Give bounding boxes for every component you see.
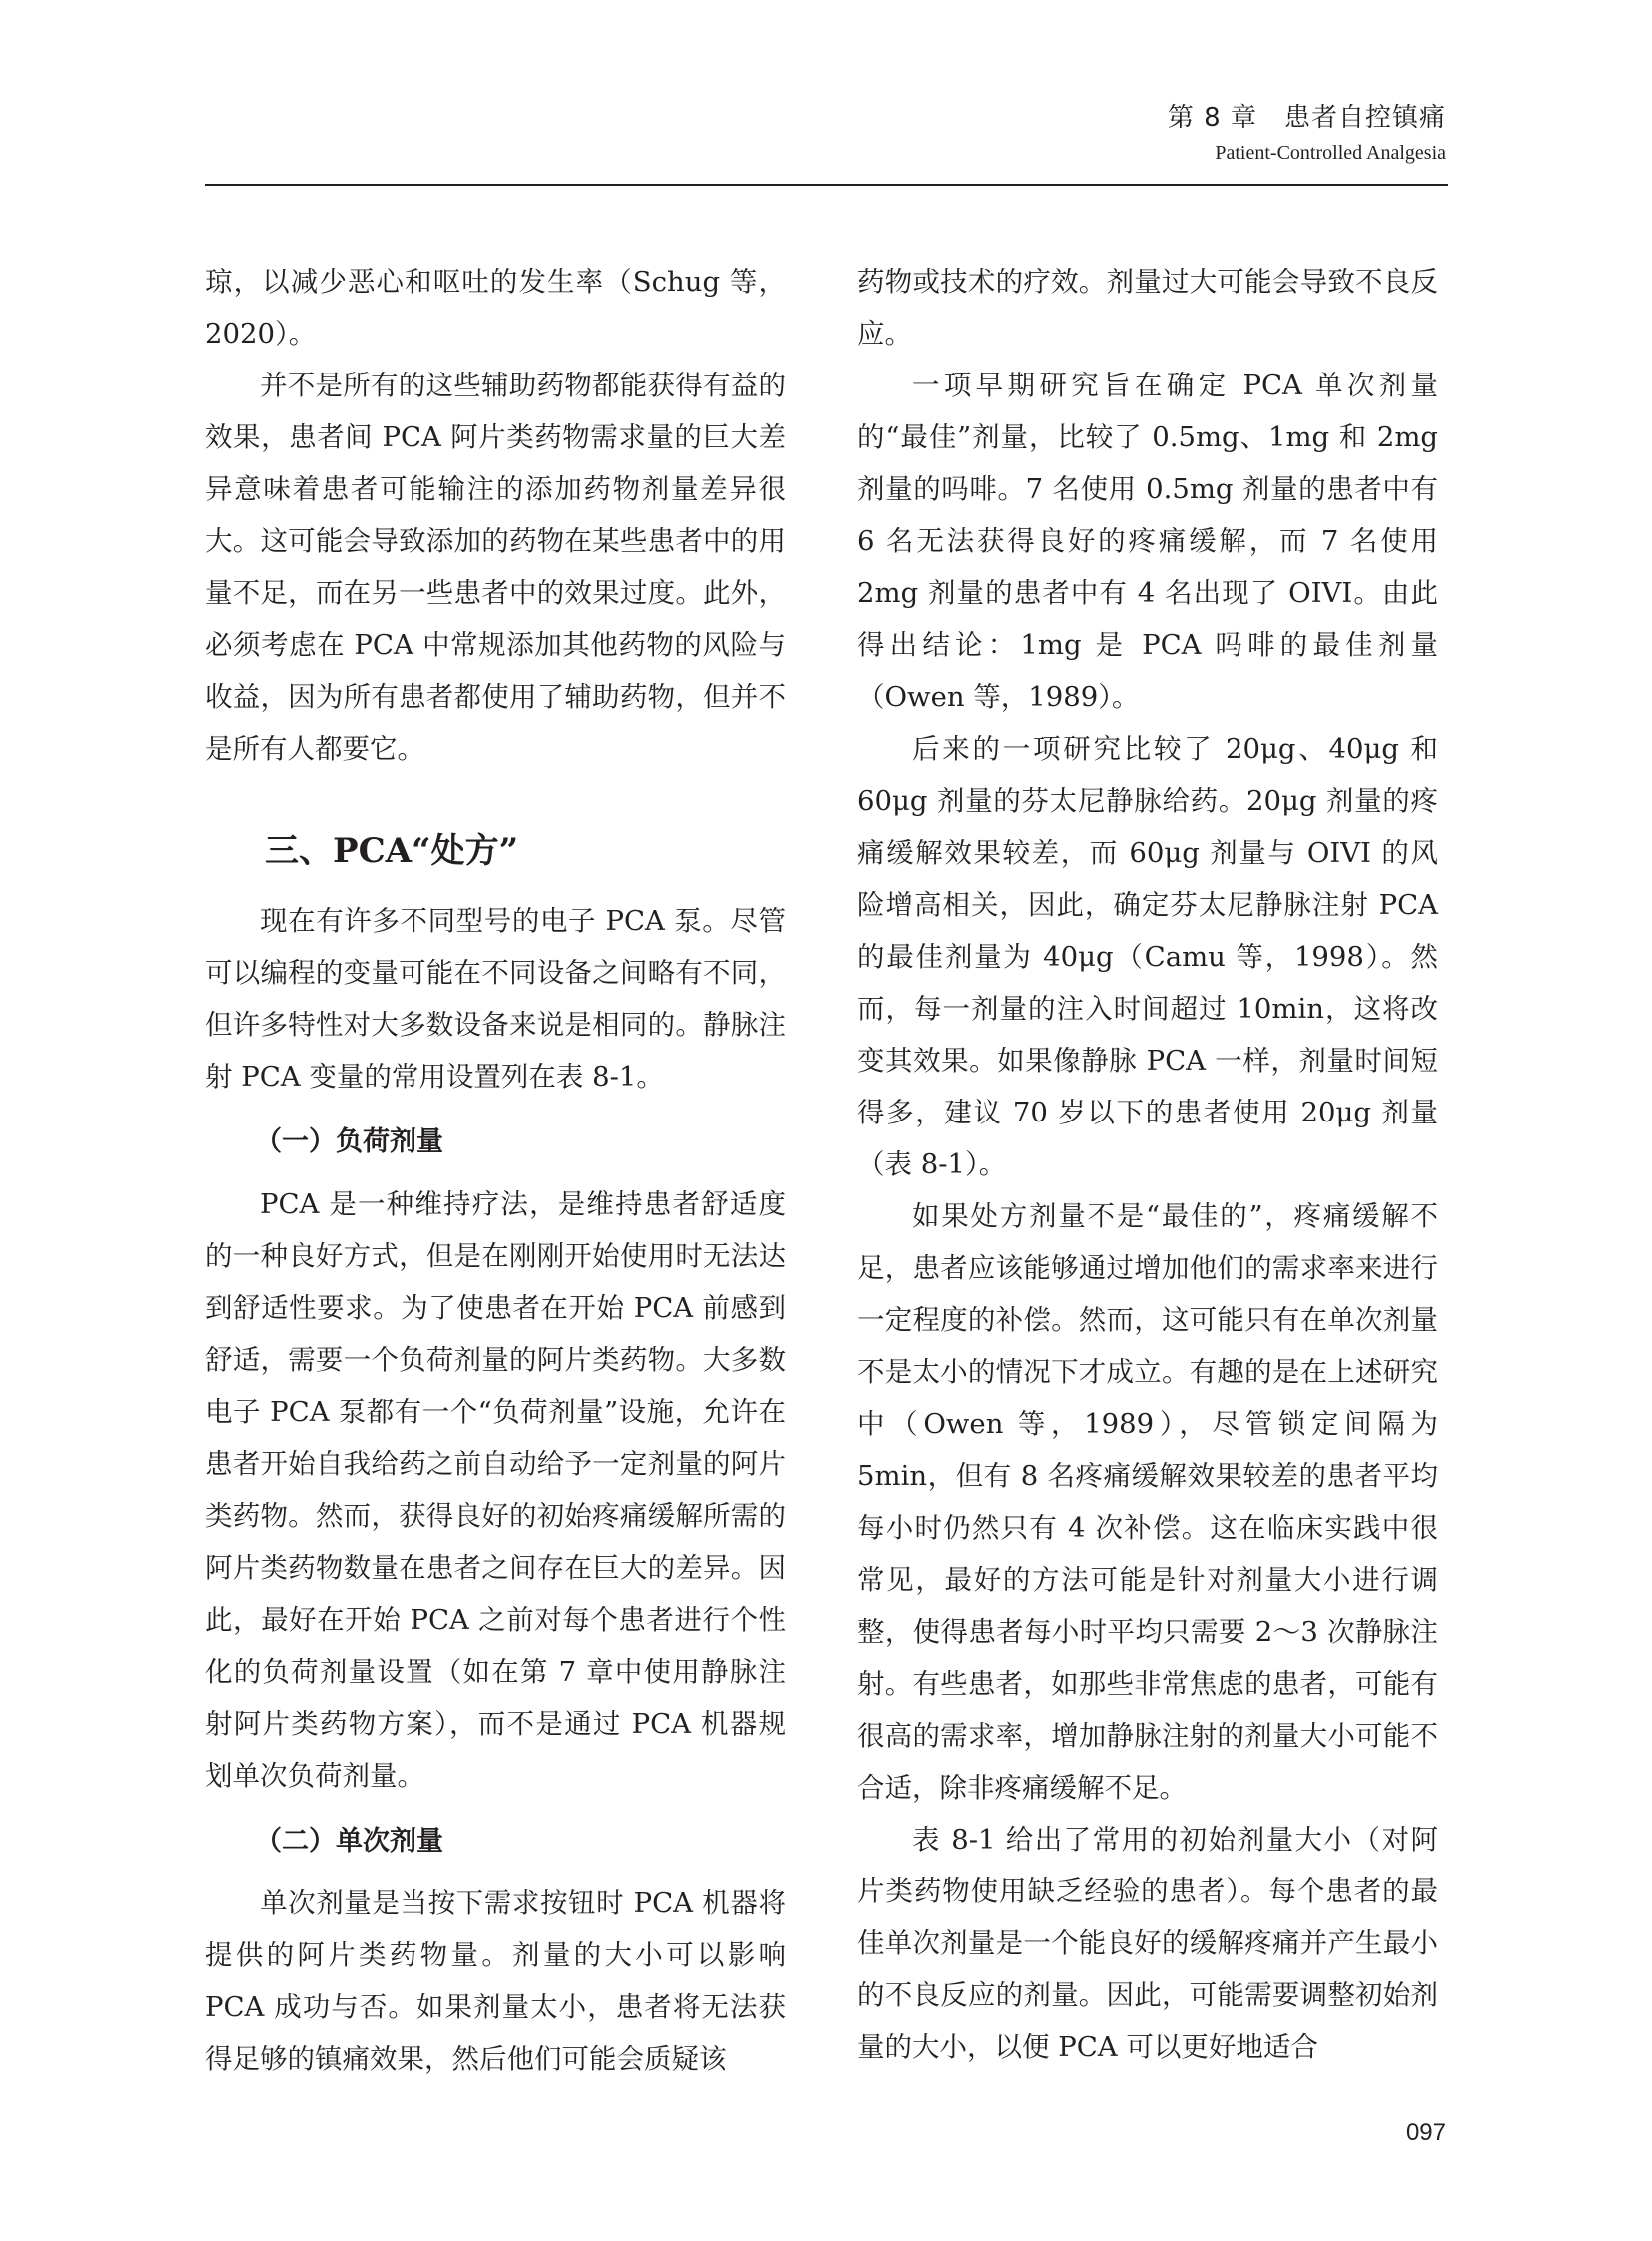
paragraph: 琼，以减少恶心和呕吐的发生率（Schug 等，2020）。 bbox=[205, 266, 786, 350]
paragraph: 一项早期研究旨在确定 PCA 单次剂量的“最佳”剂量，比较了 0.5mg、1mg 和 2mg 剂量的吗啡。7 名使用 0.5mg 剂量的患者中有 6 名无法获得良好的疼痛缓解，而 7 名使用 2mg 剂量的患者中有 4 名出现了 OIVI。由此得出结论：1mg 是 PCA 吗啡的最佳剂量（Owen 等，1989）。 bbox=[857, 370, 1438, 713]
paragraph: 后来的一项研究比较了 20μg、40μg 和 60μg 剂量的芬太尼静脉给药。20μg 剂量的疼痛缓解效果较差，而 60μg 剂量与 OIVI 的风险增高相关，因此，确定芬太尼静脉注射 PCA 的最佳剂量为 40μg（Camu 等，1998）。然而，每一剂量的注入时间超过 10min，这将改变其效果。如果像静脉 PCA 一样，剂量时间短得多，建议 70 岁以下的患者使用 20μg 剂量（表 8-1）。 bbox=[857, 733, 1438, 1180]
running-head bbox=[1168, 98, 1446, 168]
page-number: 097 bbox=[1405, 2119, 1446, 2146]
header-divider bbox=[205, 184, 1448, 186]
paragraph: 表 8-1 给出了常用的初始剂量大小（对阿片类药物使用缺乏经验的患者）。每个患者的最佳单次剂量是一个能良好的缓解疼痛并产生最小的不良反应的剂量。因此，可能需要调整初始剂量的大小，以便 PCA 可以更好地适合 bbox=[857, 1824, 1438, 2063]
chapter-title: 第 8 章 患者自控镇痛 bbox=[1167, 103, 1446, 133]
section-heading: 三、PCA“处方” bbox=[265, 831, 519, 871]
paragraph: 如果处方剂量不是“最佳的”，疼痛缓解不足，患者应该能够通过增加他们的需求率来进行一定程度的补偿。然而，这可能只有在单次剂量不是太小的情况下才成立。有趣的是在上述研究中（Owen 等，1989），尽管锁定间隔为 5min，但有 8 名疼痛缓解效果较差的患者平均每小时仍然只有 4 次补偿。这在临床实践中很常见，最好的方法可能是针对剂量大小进行调整，使得患者每小时平均只需要 2～3 次静脉注射。有些患者，如那些非常焦虑的患者，可能有很高的需求率，增加静脉注射的剂量大小可能不合适，除非疼痛缓解不足。 bbox=[857, 1200, 1438, 1804]
chapter-subtitle: Patient-Controlled Analgesia bbox=[1215, 142, 1446, 164]
paragraph: 现在有许多不同型号的电子 PCA 泵。尽管可以编程的变量可能在不同设备之间略有不同，但许多特性对大多数设备来说是相同的。静脉注射 PCA 变量的常用设置列在表 8-1。 bbox=[205, 905, 786, 1093]
paragraph: 并不是所有的这些辅助药物都能获得有益的效果，患者间 PCA 阿片类药物需求量的巨大差异意味着患者可能输注的添加药物剂量差异很大。这可能会导致添加的药物在某些患者中的用量不足，而在另一些患者中的效果过度。此外，必须考虑在 PCA 中常规添加其他药物的风险与收益，因为所有患者都使用了辅助药物，但并不是所有人都要它。 bbox=[205, 370, 786, 765]
right-column bbox=[857, 256, 1438, 2073]
paragraph: 单次剂量是当按下需求按钮时 PCA 机器将提供的阿片类药物量。剂量的大小可以影响 PCA 成功与否。如果剂量太小，患者将无法获得足够的镇痛效果，然后他们可能会质疑该 bbox=[205, 1887, 786, 2075]
subsection-heading-loading-dose: （一）负荷剂量 bbox=[255, 1126, 443, 1157]
paragraph: PCA 是一种维持疗法，是维持患者舒适度的一种良好方式，但是在刚刚开始使用时无法达到舒适性要求。为了使患者在开始 PCA 前感到舒适，需要一个负荷剂量的阿片类药物。大多数电子 PCA 泵都有一个“负荷剂量”设施，允许在患者开始自我给药之前自动给予一定剂量的阿片类药物。然而，获得良好的初始疼痛缓解所需的阿片类药物数量在患者之间存在巨大的差异。因此，最好在开始 PCA 之前对每个患者进行个性化的负荷剂量设置（如在第 7 章中使用静脉注射阿片类药物方案），而不是通过 PCA 机器规划单次负荷剂量。 bbox=[205, 1188, 786, 1792]
left-column bbox=[205, 256, 786, 2085]
subsection-heading-single-dose: （二）单次剂量 bbox=[255, 1826, 443, 1857]
paragraph: 药物或技术的疗效。剂量过大可能会导致不良反应。 bbox=[857, 266, 1438, 350]
